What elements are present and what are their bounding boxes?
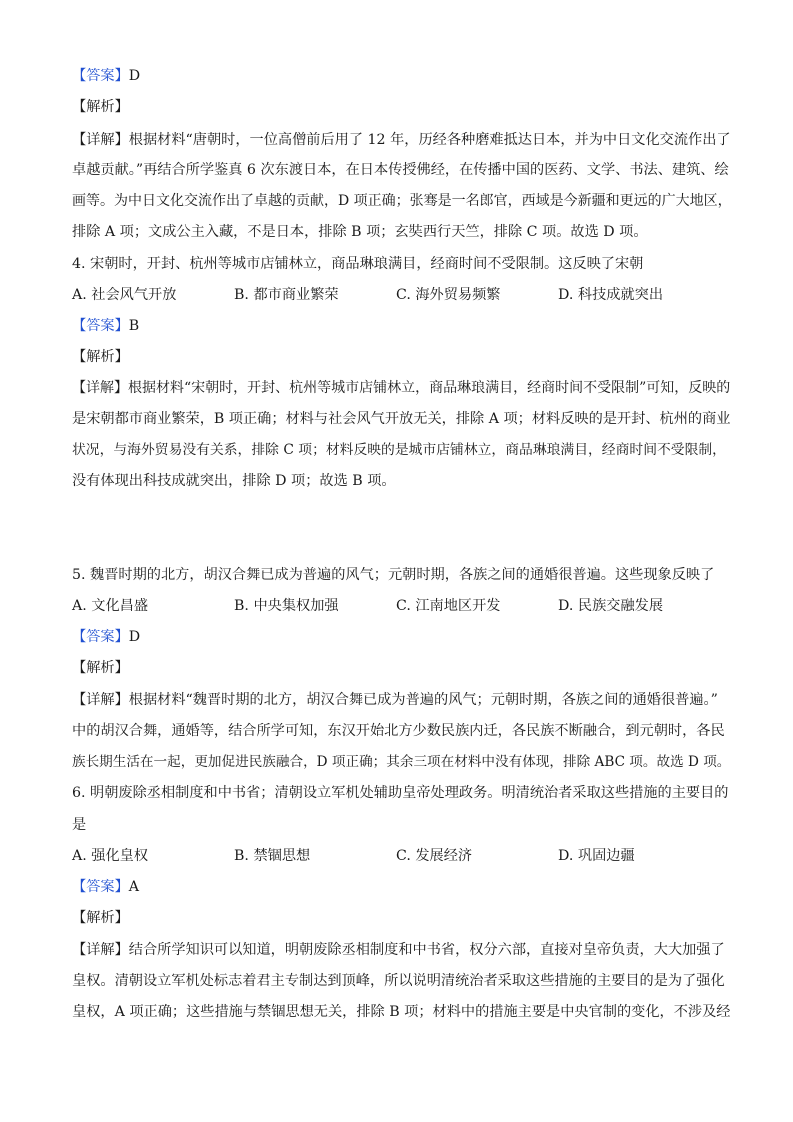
detail-tag: 【详解】 (72, 692, 129, 708)
answer-value: D (128, 68, 141, 84)
answer-value: B (128, 318, 140, 334)
analysis-tag: 【解析】 (72, 99, 129, 115)
question-stem: 6. 明朝废除丞相制度和中书省；清朝设立军机处辅助皇帝处理政务。明清统治者采取这些措施的主要目的 (72, 785, 729, 801)
analysis-tag: 【解析】 (72, 910, 129, 926)
detail-line: 皇权，A 项正确；这些措施与禁锢思想无关，排除 B 项；材料中的措施主要是中央官制的变化，不涉及经 (72, 1004, 731, 1020)
detail-line: 【详解】结合所学知识可以知道，明朝废除丞相制度和中书省，权分六部，直接对皇帝负责，大大加强了 (72, 942, 725, 958)
question-stem: 5. 魏晋时期的北方，胡汉合舞已成为普遍的风气；元朝时期，各族之间的通婚很普遍。这些现象反映了 (72, 567, 715, 583)
option-a: A. 社会风气开放 (72, 287, 177, 303)
detail-line: 族长期生活在一起，更加促进民族融合，D 项正确；其余三项在材料中没有体现，排除 ABC 项。故选 D 项。 (72, 754, 731, 770)
option-d: D. 巩固边疆 (558, 848, 635, 864)
answer-line (72, 316, 732, 336)
option-c: C. 发展经济 (396, 848, 473, 864)
answer-tag: 【答案】 (72, 68, 129, 84)
answer-line (72, 66, 732, 86)
option-d: D. 民族交融发展 (558, 598, 664, 614)
detail-line: 排除 A 项；文成公主入藏，不是日本，排除 B 项；玄奘西行天竺，排除 C 项。故选 D 项。 (72, 224, 648, 240)
detail-line: 皇权。清朝设立军机处标志着君主专制达到顶峰，所以说明清统治者采取这些措施的主要目的是为了强化 (72, 973, 725, 989)
option-a: A. 强化皇权 (72, 848, 149, 864)
option-d: D. 科技成就突出 (558, 287, 664, 303)
question-stem-cont: 是 (72, 817, 87, 833)
analysis-tag: 【解析】 (72, 349, 129, 365)
detail-line: 没有体现出科技成就突出，排除 D 项；故选 B 项。 (72, 473, 396, 489)
detail-line: 状况，与海外贸易没有关系，排除 C 项；材料反映的是城市店铺林立，商品琳琅满目，经商时间不受限制， (72, 442, 726, 458)
detail-line: 【详解】根据材料“唐朝时，一位高僧前后用了 12 年，历经各种磨难抵达日本，并为中日文化交流作出了 (72, 132, 731, 148)
answer-value: A (128, 879, 140, 895)
detail-tag: 【详解】 (72, 380, 128, 396)
detail-line: 【详解】根据材料“宋朝时，开封、杭州等城市店铺林立，商品琳琅满目，经商时间不受限制”可知，反映的 (72, 380, 731, 396)
detail-line: 卓越贡献。”再结合所学鉴真 6 次东渡日本，在日本传授佛经，在传播中国的医药、文学、书法、建筑、绘 (72, 162, 729, 178)
answer-tag: 【答案】 (72, 629, 129, 645)
answer-line (72, 627, 732, 647)
question-stem: 4. 宋朝时，开封、杭州等城市店铺林立，商品琳琅满目，经商时间不受限制。这反映了宋朝 (72, 256, 644, 272)
detail-line: 【详解】根据材料“魏晋时期的北方，胡汉合舞已成为普遍的风气；元朝时期，各族之间的通婚很普遍。” (72, 692, 718, 708)
option-b: B. 中央集权加强 (234, 598, 339, 614)
option-b: B. 都市商业繁荣 (234, 287, 339, 303)
detail-line: 中的胡汉合舞，通婚等，结合所学可知，东汉开始北方少数民族内迁，各民族不断融合，到元朝时，各民 (72, 723, 725, 739)
answer-tag: 【答案】 (72, 879, 129, 895)
answer-tag: 【答案】 (72, 318, 129, 334)
answer-value: D (128, 629, 141, 645)
option-b: B. 禁锢思想 (234, 848, 311, 864)
detail-line: 画等。为中日文化交流作出了卓越的贡献，D 项正确；张骞是一名郎官，西域是今新疆和更远的广大地区， (72, 193, 732, 209)
answer-line (72, 877, 732, 897)
detail-tag: 【详解】 (72, 132, 129, 148)
option-c: C. 海外贸易频繁 (396, 287, 501, 303)
option-a: A. 文化昌盛 (72, 598, 149, 614)
analysis-tag: 【解析】 (72, 660, 129, 676)
option-c: C. 江南地区开发 (396, 598, 501, 614)
detail-line: 是宋朝都市商业繁荣，B 项正确；材料与社会风气开放无关，排除 A 项；材料反映的是开封、杭州的商业 (72, 411, 731, 427)
detail-tag: 【详解】 (72, 942, 129, 958)
